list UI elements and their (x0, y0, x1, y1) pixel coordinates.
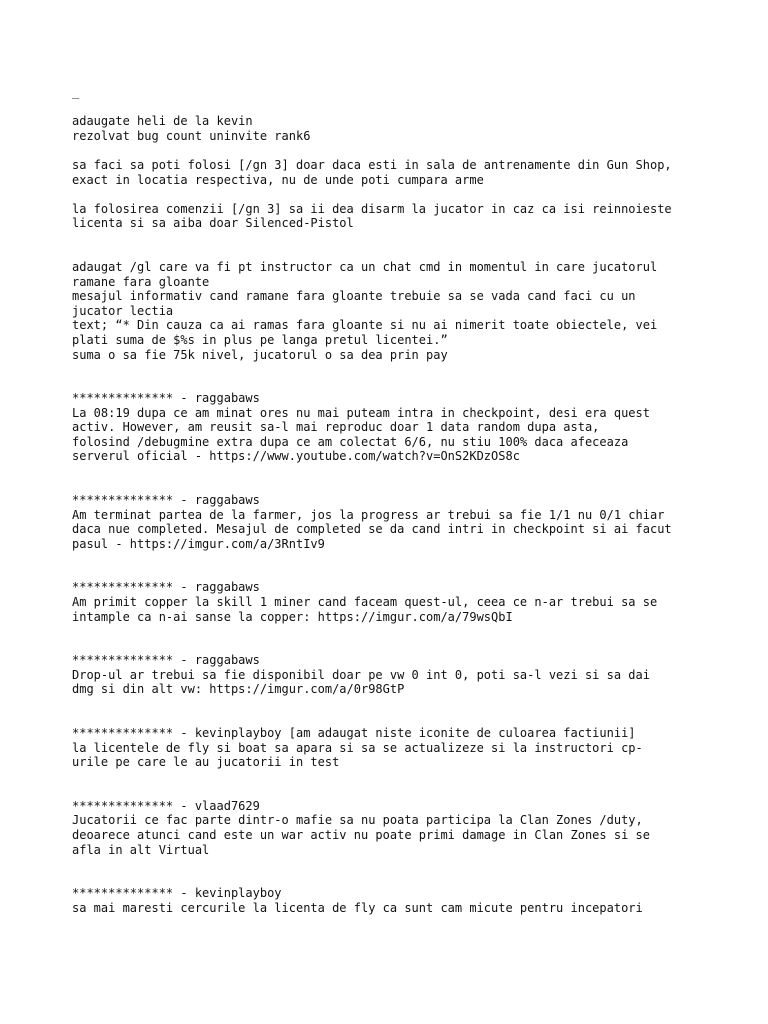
report-header: ************** - raggabaws (72, 580, 260, 595)
report-header: ************** - raggabaws (72, 653, 260, 668)
text-line: plati suma de $%s in plus pe langa pretul licentei.” (72, 332, 448, 347)
text-line: exact in locatia respectiva, nu de unde poti cumpara arme (72, 172, 484, 187)
text-line: La 08:19 dupa ce am minat ores nu mai puteam intra in checkpoint, desi era quest (72, 405, 650, 420)
report-header: ************** - kevinplayboy [am adaugat niste iconite de culoarea factiunii] (72, 726, 636, 740)
text-line: sa mai maresti cercurile la licenta de fly ca sunt cam micute pentru incepatori (72, 900, 643, 915)
text-line: Am terminat partea de la farmer, jos la progress ar trebui sa fie 1/1 nu 0/1 chiar (72, 507, 665, 522)
text-line: Jucatorii ce fac parte dintr-o mafie sa nu poata participa la Clan Zones /duty, (72, 813, 643, 828)
report-block (72, 886, 712, 915)
changes-block (72, 114, 712, 143)
gn3-shop-block (72, 158, 712, 187)
text-line: adaugate heli de la kevin (72, 114, 253, 129)
text-line: suma o sa fie 75k nivel, jucatorul o sa dea prin pay (72, 347, 448, 362)
cursor-line: _ (72, 85, 80, 99)
text-line: deoarece atunci cand este un war activ nu poate primi damage in Clan Zones si se (72, 827, 650, 842)
report-block (72, 580, 712, 624)
text-line: text; “* Din cauza ca ai ramas fara gloante si nu ai nimerit toate obiectele, vei (72, 318, 658, 333)
report-header: ************** - raggabaws (72, 493, 260, 508)
text-line: daca nue completed. Mesajul de completed se da cand intri in checkpoint si ai facut (72, 522, 672, 537)
report-block (72, 653, 712, 697)
text-line: mesajul informativ cand ramane fara gloante trebuie sa se vada cand faci cu un (72, 289, 636, 304)
text-line: intample ca n-ai sanse la copper: https://imgur.com/a/79wsQbI (72, 609, 513, 624)
text-line: Am primit copper la skill 1 miner cand faceam quest-ul, ceea ce n-ar trebui sa se (72, 595, 658, 610)
text-line: activ. However, am reusit sa-l mai reproduc doar 1 data random dupa asta, (72, 420, 600, 435)
text-line: la licentele de fly si boat sa apara si sa se actualizeze si la instructori cp- (72, 740, 643, 755)
report-header: ************** - kevinplayboy (72, 886, 282, 901)
text-line: dmg si din alt vw: https://imgur.com/a/0r98GtP (72, 682, 405, 697)
text-line: rezolvat bug count uninvite rank6 (72, 128, 311, 143)
report-header: ************** - vlaad7629 (72, 798, 260, 813)
text-line: urile pe care le au jucatorii in test (72, 755, 340, 770)
gn3-disarm-block (72, 202, 712, 231)
text-line: licenta si sa aiba doar Silenced-Pistol (72, 216, 354, 231)
report-block (72, 726, 712, 770)
text-line: sa faci sa poti folosi [/gn 3] doar daca esti in sala de antrenamente din Gun Shop, (72, 157, 672, 172)
text-line: afla in alt Virtual (72, 842, 210, 857)
report-block (72, 799, 712, 857)
text-line: pasul - https://imgur.com/a/3RntIv9 (72, 536, 325, 551)
text-line: adaugat /gl care va fi pt instructor ca un chat cmd in momentul in care jucatorul (72, 259, 658, 274)
report-block (72, 391, 712, 464)
text-line: Drop-ul ar trebui sa fie disponibil doar pe vw 0 int 0, poti sa-l vezi si sa dai (72, 667, 650, 682)
report-header: ************** - raggabaws (72, 391, 260, 406)
text-line: ramane fara gloante (72, 274, 210, 289)
gl-command-block (72, 260, 712, 362)
text-line: folosind /debugmine extra dupa ce am colectat 6/6, nu stiu 100% daca afeceaza (72, 434, 629, 449)
text-line: jucator lectia (72, 303, 174, 318)
text-line: la folosirea comenzii [/gn 3] sa ii dea disarm la jucator in caz ca isi reinnoieste (72, 201, 672, 216)
document-page (72, 85, 712, 915)
text-line: serverul oficial - https://www.youtube.com/watch?v=OnS2KDzOS8c (72, 449, 520, 464)
report-block (72, 493, 712, 551)
